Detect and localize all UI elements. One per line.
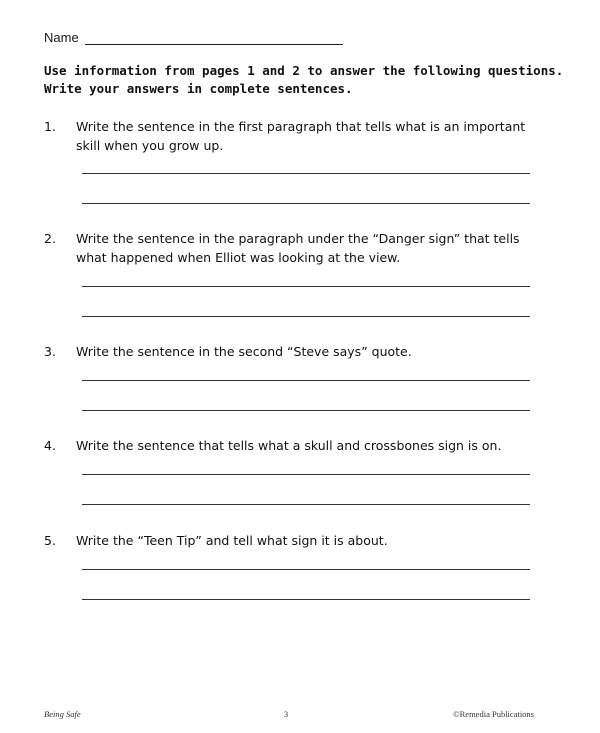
question-text: Write the sentence in the second “Steve says” quote. bbox=[76, 344, 412, 359]
answer-line-1a[interactable] bbox=[82, 173, 530, 174]
question-2 bbox=[44, 229, 544, 267]
question-text: Write the sentence that tells what a skull and crossbones sign is on. bbox=[76, 438, 502, 453]
answer-line-2a[interactable] bbox=[82, 286, 530, 287]
question-5 bbox=[44, 531, 544, 550]
question-text: Write the “Teen Tip” and tell what sign it is about. bbox=[76, 533, 388, 548]
answer-line-2b[interactable] bbox=[82, 316, 530, 317]
question-number: 1. bbox=[44, 119, 56, 134]
question-4 bbox=[44, 436, 544, 455]
answer-line-4b[interactable] bbox=[82, 504, 530, 505]
question-number: 3. bbox=[44, 344, 56, 359]
question-text: Write the sentence in the paragraph under the “Danger sign” that tells what happened when Elliot was looking at the view. bbox=[76, 231, 520, 265]
question-number: 2. bbox=[44, 231, 56, 246]
answer-line-5a[interactable] bbox=[82, 569, 530, 570]
answer-line-5b[interactable] bbox=[82, 599, 530, 600]
answer-line-1b[interactable] bbox=[82, 203, 530, 204]
footer-page-number: 3 bbox=[283, 709, 289, 719]
answer-line-3b[interactable] bbox=[82, 410, 530, 411]
instruction-line-2: Write your answers in complete sentences. bbox=[44, 81, 353, 96]
question-text: Write the sentence in the first paragraph that tells what is an important skill when you grow up. bbox=[76, 119, 526, 153]
question-number: 5. bbox=[44, 533, 56, 548]
name-input-line[interactable] bbox=[85, 32, 343, 45]
footer-publisher: ©Remedia Publications bbox=[453, 709, 534, 719]
name-row bbox=[44, 30, 343, 45]
answer-line-4a[interactable] bbox=[82, 474, 530, 475]
name-label: Name bbox=[44, 30, 79, 45]
question-number: 4. bbox=[44, 438, 56, 453]
instructions bbox=[44, 62, 564, 98]
question-3 bbox=[44, 342, 544, 361]
answer-line-3a[interactable] bbox=[82, 380, 530, 381]
instruction-line-1: Use information from pages 1 and 2 to answer the following questions. bbox=[44, 63, 564, 78]
footer-title: Being Safe bbox=[44, 709, 81, 719]
question-1 bbox=[44, 117, 544, 155]
